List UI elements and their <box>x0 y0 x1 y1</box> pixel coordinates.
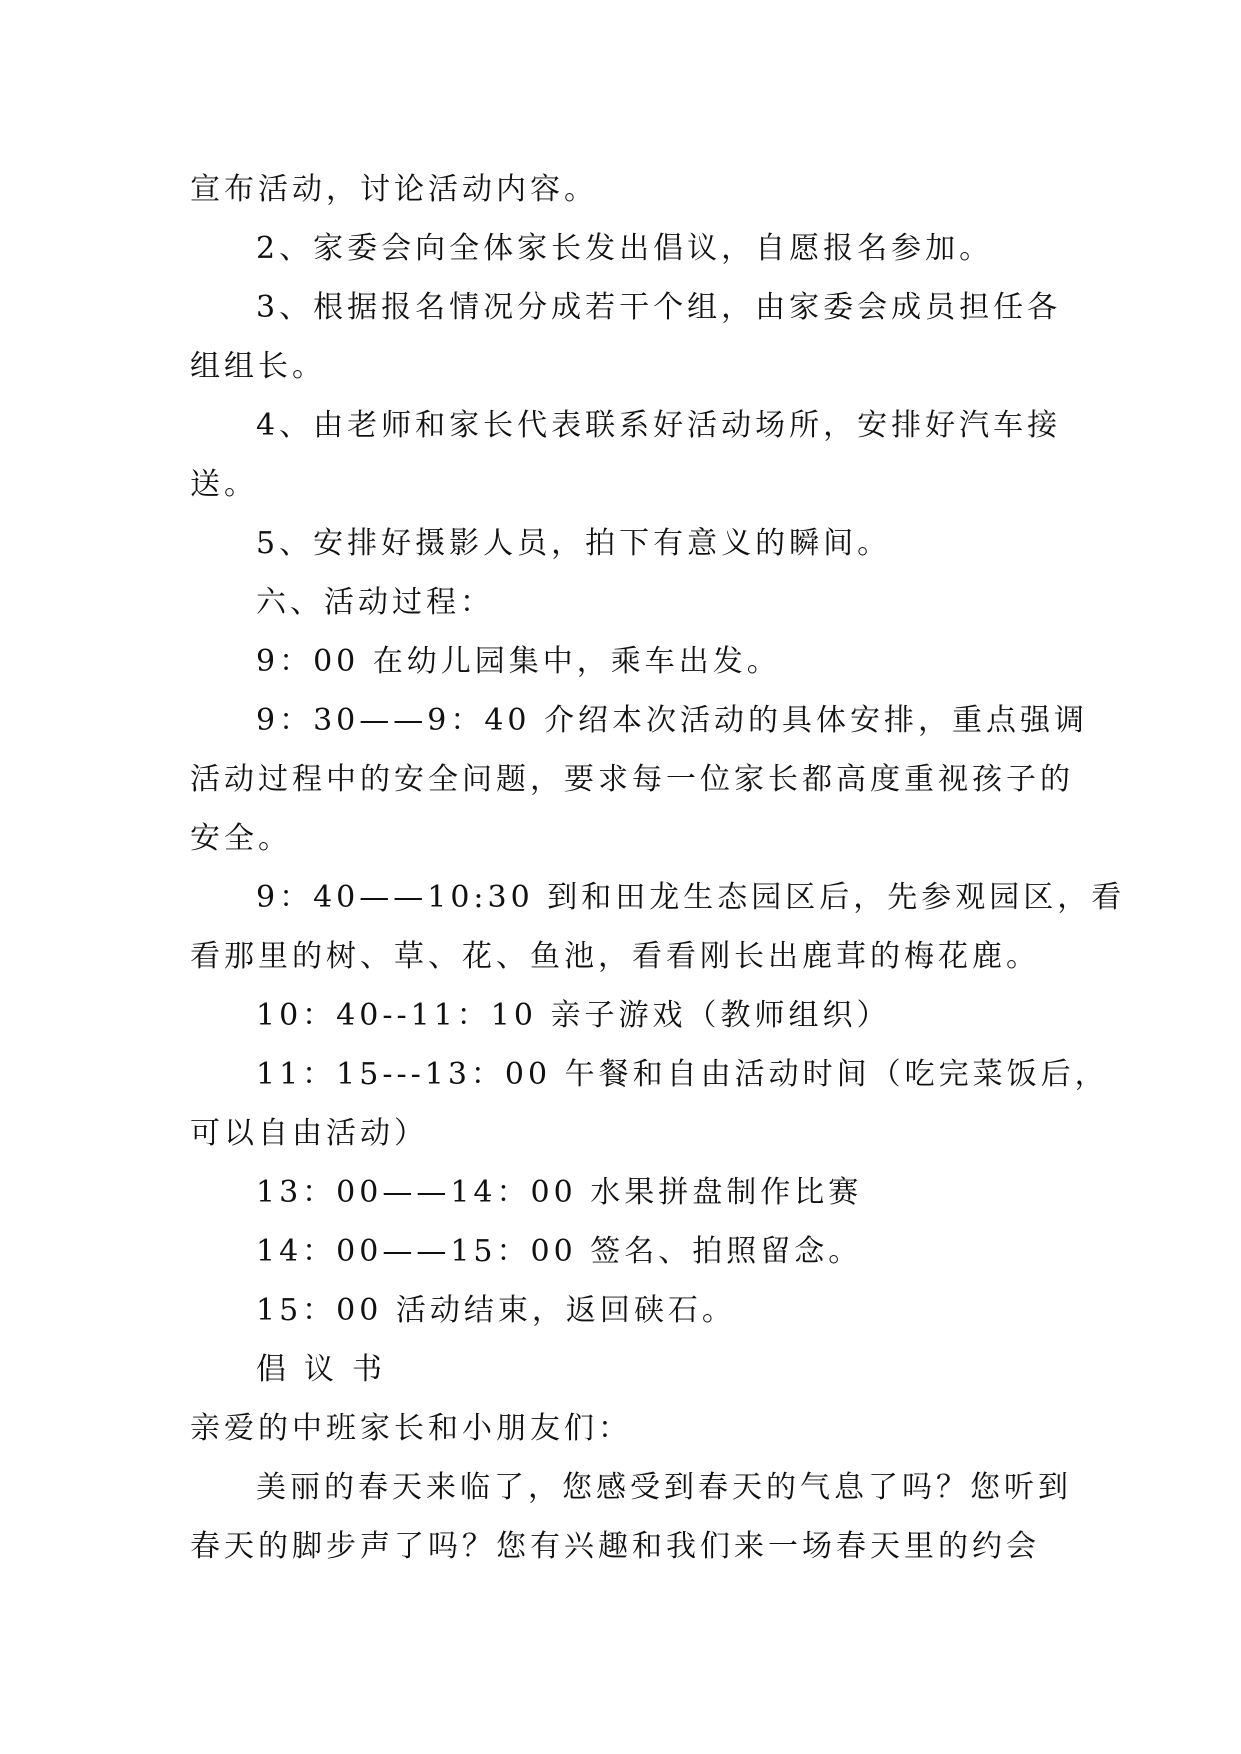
document-body <box>190 160 1126 1576</box>
schedule-item-0930: 9：30——9：40 介绍本次活动的具体安排，重点强调 <box>256 703 1089 738</box>
schedule-item-1400: 14：00——15：00 签名、拍照留念。 <box>256 1234 863 1269</box>
proposal-salutation: 亲爱的中班家长和小朋友们： <box>190 1411 632 1446</box>
schedule-item-0930-continued-2: 安全。 <box>190 821 292 856</box>
list-item-3-continued: 组组长。 <box>190 349 326 384</box>
schedule-item-0940: 9：40——10:30 到和田龙生态园区后，先参观园区，看 <box>256 880 1126 915</box>
section-heading-activity-process: 六、活动过程： <box>256 585 494 620</box>
proposal-paragraph: 美丽的春天来临了，您感受到春天的气息了吗？您听到 <box>256 1470 1072 1505</box>
schedule-item-1040: 10：40--11：10 亲子游戏（教师组织） <box>256 998 891 1033</box>
list-item-2: 2、家委会向全体家长发出倡议，自愿报名参加。 <box>256 231 994 266</box>
list-item-4: 4、由老师和家长代表联系好活动场所，安排好汽车接 <box>256 408 1062 443</box>
schedule-item-1115-continued: 可以自由活动） <box>190 1116 428 1151</box>
schedule-item-0930-continued: 活动过程中的安全问题，要求每一位家长都高度重视孩子的 <box>190 762 1074 797</box>
list-item-5: 5、安排好摄影人员，拍下有意义的瞬间。 <box>256 526 892 561</box>
schedule-item-1500: 15：00 活动结束，返回硖石。 <box>256 1293 736 1328</box>
schedule-item-1300: 13：00——14：00 水果拼盘制作比赛 <box>256 1175 863 1210</box>
list-item-3: 3、根据报名情况分成若干个组，由家委会成员担任各 <box>256 290 1062 325</box>
list-item-4-continued: 送。 <box>190 467 258 502</box>
proposal-title: 倡议书 <box>256 1352 400 1387</box>
schedule-item-1115: 11：15---13：00 午餐和自由活动时间（吃完菜饭后， <box>256 1057 1109 1092</box>
schedule-item-0940-continued: 看那里的树、草、花、鱼池，看看刚长出鹿茸的梅花鹿。 <box>190 939 1040 974</box>
schedule-item-0900: 9：00 在幼儿园集中，乘车出发。 <box>256 644 781 679</box>
proposal-paragraph-continued: 春天的脚步声了吗？您有兴趣和我们来一场春天里的约会 <box>190 1529 1040 1564</box>
paragraph-line: 宣布活动，讨论活动内容。 <box>190 172 598 207</box>
